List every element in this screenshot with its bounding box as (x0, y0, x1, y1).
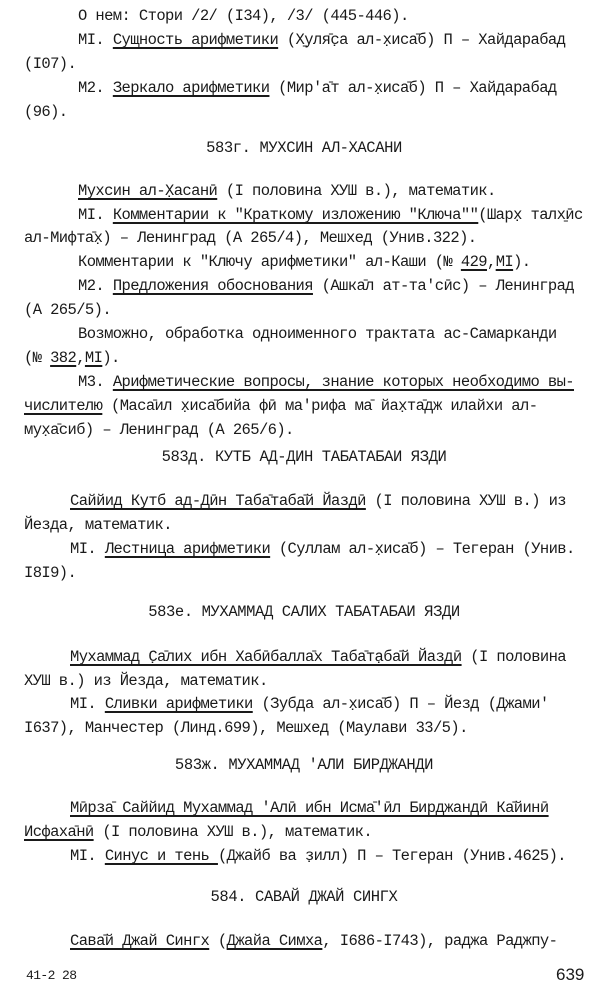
person-name: Мӣрза̄ Саййид Мухаммад 'Алӣ ибн Исма̄'ӣл Бирджандӣ Ка̄йинӣ (70, 799, 549, 817)
note-583g-2 (78, 324, 557, 344)
bio-line-583e-continuation (24, 671, 268, 691)
cross-reference[interactable]: МI (495, 253, 514, 271)
work-details: (Зубда ал-х̣иса̄б) П – Йезд (Джами' (252, 695, 549, 713)
work-title: Арифметические вопросы, знание которых необходимо вы- (112, 373, 574, 391)
separator: , (76, 349, 85, 367)
work-m1-583d (70, 539, 575, 559)
continuation-text: ал-Мифта̄х̣) – Ленинград (А 265/4), Мешхед (Унив.322). (24, 229, 477, 247)
work-m2-583g-continuation (24, 300, 111, 320)
work-title: числителю (24, 397, 103, 415)
reference-text: О нем: Стори /2/ (I34), /3/ (445-446). (78, 7, 409, 25)
section-heading-583zh: 583ж. МУХАММАД 'АЛИ БИРДЖАНДИ (174, 756, 434, 774)
work-number: МI. (70, 695, 105, 713)
separator: , (486, 253, 496, 271)
work-m3-583g (78, 372, 574, 392)
work-details: (Мир'а̄т ал-х̣иса̄б) П – Хайдарабад (269, 79, 557, 97)
bio-line-583zh (70, 798, 549, 818)
printer-signature: 41-2 28 (26, 968, 77, 983)
work-title: Сливки арифметики (104, 695, 253, 713)
continuation-text: мух̣а̄сиб) – Ленинград (А 265/6). (24, 421, 294, 439)
bio-text: (I половина ХУШ в.) из (365, 492, 566, 510)
note-583g-2-continuation (24, 348, 120, 368)
work-details: (Маса̄ил х̣иса̄бийа фӣ ма'рифа ма̄ йах̣та̄дж илайхи ал- (102, 397, 538, 415)
work-m1-583zh (70, 846, 566, 866)
work-m1-583e (70, 694, 549, 714)
work-number: МI. (78, 31, 113, 49)
continuation-text: I637), Манчестер (Линд.699), Мешхед (Маулави 33/5). (24, 719, 468, 737)
person-name: Мухаммад С̣а̄лих ибн Хабӣбалла̄х Таба̄та̣ба̄й Йаздӣ (70, 648, 462, 666)
section-heading-583e: 583е. МУХАММАД САЛИХ ТАБАТАБАИ ЯЗДИ (148, 603, 460, 621)
work-m1-583d-continuation (24, 563, 76, 583)
work-number: М2. (78, 79, 113, 97)
work-m1-583g-continuation (24, 228, 476, 248)
bio-line-583zh-continuation (24, 822, 372, 842)
intro-work-m1 (78, 30, 565, 50)
section-heading-583g: 583г. МУХСИН АЛ-ХАСАНИ (206, 139, 402, 157)
work-details: (Суллам ал-х̣иса̄б) – Тегеран (Унив. (270, 540, 575, 558)
work-title: Комментарии к "Краткому изложению "Ключа"" (112, 206, 479, 224)
work-title: Сущность арифметики (112, 31, 279, 49)
page-number: 639 (556, 965, 585, 984)
intro-work-m2-continuation (24, 102, 68, 122)
intro-reference-line (78, 6, 409, 26)
bio-text: , I686-I743), раджа Раджпу- (322, 932, 558, 950)
note-583g-1 (78, 252, 531, 272)
work-title: Зеркало арифметики (112, 79, 270, 97)
bio-text: Йезда, математик. (24, 516, 172, 534)
cross-reference[interactable]: 429 (460, 253, 487, 271)
bio-text: (I половина (461, 648, 566, 666)
bio-line-584 (70, 931, 557, 951)
work-m3-583g-line2 (24, 396, 537, 416)
bio-text: ХУШ в.) из Йезда, математик. (24, 672, 268, 690)
person-name: Мухсин ал-Х̣асанӣ (78, 182, 218, 200)
intro-work-m2 (78, 78, 557, 98)
work-number: МI. (78, 206, 113, 224)
work-m1-583g (78, 205, 583, 225)
person-name: Саййид Кутб ад-Дӣн Таба̄тaба̄й Йаздӣ (70, 492, 366, 510)
person-name: Исфаха̄нӣ (24, 823, 94, 841)
cross-reference[interactable]: 382 (50, 349, 77, 367)
bio-line-583d-continuation (24, 515, 172, 535)
cross-reference[interactable]: МI (84, 349, 103, 367)
continuation-text: (А 265/5). (24, 301, 112, 319)
note-text: ). (513, 253, 531, 271)
bio-line-583g (78, 181, 496, 201)
section-heading-584: 584. САВАЙ ДЖАЙ СИНГХ (210, 888, 398, 906)
work-details: (Х̱уля̄с̣а ал-х̣иса̄б) П – Хайдарабад (278, 31, 566, 49)
continuation-text: (I07). (24, 55, 77, 73)
work-number: М2. (78, 277, 113, 295)
work-number: М3. (78, 373, 113, 391)
note-text: Возможно, обработка одноименного трактата ас-Самарканди (78, 325, 557, 343)
person-alt-name: Джайа Симха (226, 932, 323, 950)
person-name: Сава̄й Джай Сингх (70, 932, 210, 950)
continuation-text: (96). (24, 103, 68, 121)
bio-text: (I половина ХУШ в.), математик. (93, 823, 373, 841)
bio-text: (I половина ХУШ в.), математик. (217, 182, 496, 200)
bio-line-583d (70, 491, 566, 511)
work-m2-583g (78, 276, 574, 296)
work-details: (Ашка̄л ат-та'сӣс) – Ленинград (312, 277, 574, 295)
work-title: Синус и тень (104, 847, 218, 865)
section-heading-583d: 583д. КУТБ АД-ДИН ТАБАТАБАИ ЯЗДИ (161, 448, 447, 466)
bio-line-583e (70, 647, 566, 667)
note-text: ). (102, 349, 120, 367)
work-title: Предложения обоснования (112, 277, 313, 295)
work-number: МI. (70, 847, 105, 865)
intro-work-m1-continuation (24, 54, 76, 74)
note-text: (№ (24, 349, 51, 367)
work-m3-583g-continuation (24, 420, 294, 440)
work-m1-583e-continuation (24, 718, 468, 738)
continuation-text: I8I9). (24, 564, 77, 582)
bio-text: ( (209, 932, 227, 950)
note-text: Комментарии к "Ключу арифметики" ал-Каши (№ (78, 253, 461, 271)
work-title: Лестница арифметики (104, 540, 271, 558)
work-details: (Шарх̣ талх̱ӣс (478, 206, 583, 224)
work-details: (Джайб ва з̣илл) П – Тегеран (Унив.4625). (217, 847, 566, 865)
work-number: МI. (70, 540, 105, 558)
